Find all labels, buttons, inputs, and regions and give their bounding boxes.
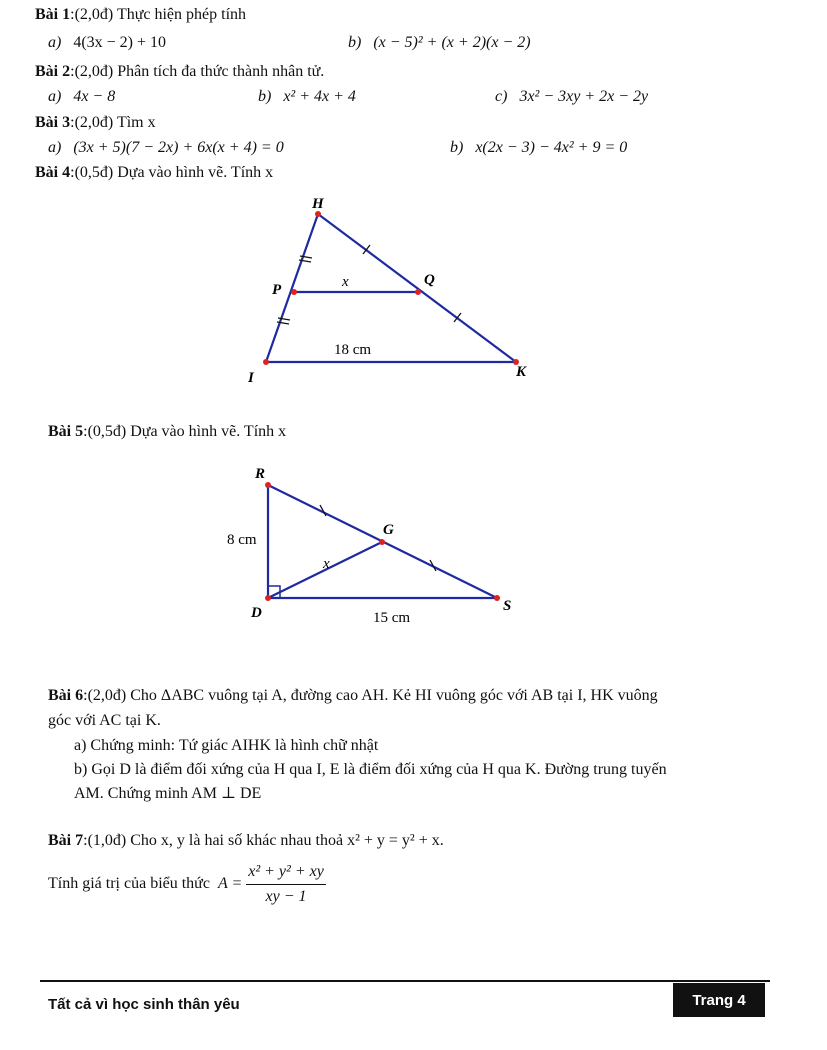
label-k: K (516, 364, 527, 380)
bai4-text: :(0,5đ) Dựa vào hình vẽ. Tính x (70, 164, 274, 181)
bai6-heading (48, 686, 658, 706)
label-18cm: 18 cm (334, 342, 372, 358)
label-i: I (248, 370, 254, 386)
label-g: G (383, 522, 394, 538)
bai3-title: Bài 3 (35, 114, 71, 131)
bai2-c: c) 3x² − 3xy + 2x − 2y (495, 88, 649, 105)
bai4-heading (35, 163, 273, 183)
bai6-b: b) Gọi D là điểm đối xứng của H qua I, E là điểm đối xứng của H qua K. Đường trung tuyến (74, 761, 667, 778)
label-8cm: 8 cm (227, 532, 257, 548)
page-number-badge: Trang 4 (673, 983, 765, 1017)
bai6-b2: AM. Chứng minh AM ⊥ DE (74, 785, 262, 802)
triangle-rds-figure (225, 460, 535, 630)
bai3-a-expr: (3x + 5)(7 − 2x) + 6x(x + 4) = 0 (73, 139, 284, 156)
bai1-a: a) 4(3x − 2) + 10 (48, 34, 167, 51)
label-q: Q (424, 272, 435, 288)
triangle-hik-figure (230, 190, 550, 390)
bai7-question (48, 860, 326, 909)
label-h: H (312, 196, 324, 212)
bai5-heading (48, 422, 286, 442)
bai7-numerator: x² + y² + xy (246, 860, 326, 885)
label-x: x (342, 274, 349, 290)
bai3-heading (35, 113, 156, 133)
label-s: S (503, 598, 512, 614)
bai1-b: b) (x − 5)² + (x + 2)(x − 2) (348, 34, 531, 51)
bai2-title: Bài 2 (35, 63, 71, 80)
label-r: R (255, 466, 266, 482)
bai7-fraction (246, 860, 326, 909)
bai6-title: Bài 6 (48, 687, 84, 704)
bai2-a: a) 4x − 8 (48, 88, 116, 105)
bai1-b-expr: (x − 5)² + (x + 2)(x − 2) (373, 34, 531, 51)
bai1-a-expr: 4(3x − 2) + 10 (73, 34, 167, 51)
bai7-q-text: Tính giá trị của biểu thức (48, 875, 210, 893)
label-p: P (272, 282, 282, 298)
bai2-b-expr: x² + 4x + 4 (283, 88, 356, 105)
bai3-text: :(2,0đ) Tìm x (70, 114, 156, 131)
label-d: D (251, 605, 262, 621)
bai5-title: Bài 5 (48, 423, 84, 440)
footer-divider (40, 980, 770, 982)
bai2-text: :(2,0đ) Phân tích đa thức thành nhân tử. (70, 63, 325, 80)
bai1-text: :(2,0đ) Thực hiện phép tính (70, 6, 247, 23)
bai3-a: a) (3x + 5)(7 − 2x) + 6x(x + 4) = 0 (48, 139, 284, 156)
bai2-a-expr: 4x − 8 (73, 88, 116, 105)
bai5-text: :(0,5đ) Dựa vào hình vẽ. Tính x (83, 423, 287, 440)
bai6-text: :(2,0đ) Cho ΔABC vuông tại A, đường cao AH. Kẻ HI vuông góc với AB tại I, HK vuông (83, 687, 658, 704)
bai6-a: a) Chứng minh: Tứ giác AIHK là hình chữ nhật (74, 737, 379, 754)
bai7-lhs: A = (217, 875, 243, 893)
bai7-heading (48, 831, 444, 851)
bai7-title: Bài 7 (48, 832, 84, 849)
footer-text: Tất cả vì học sinh thân yêu (48, 996, 240, 1013)
bai3-b: b) x(2x − 3) − 4x² + 9 = 0 (450, 139, 628, 156)
bai7-text: :(1,0đ) Cho x, y là hai số khác nhau thoả x² + y = y² + x. (83, 832, 444, 849)
bai6-cont: góc với AC tại K. (48, 712, 161, 729)
label-15cm: 15 cm (373, 610, 411, 626)
bai7-denominator: xy − 1 (265, 888, 307, 905)
bai4-title: Bài 4 (35, 164, 71, 181)
bai3-b-expr: x(2x − 3) − 4x² + 9 = 0 (475, 139, 628, 156)
bai2-c-expr: 3x² − 3xy + 2x − 2y (519, 88, 649, 105)
bai2-b: b) x² + 4x + 4 (258, 88, 356, 105)
bai1-title: Bài 1 (35, 6, 71, 23)
bai1-heading (35, 5, 246, 25)
bai2-heading (35, 62, 324, 82)
label-x2: x (323, 556, 330, 572)
